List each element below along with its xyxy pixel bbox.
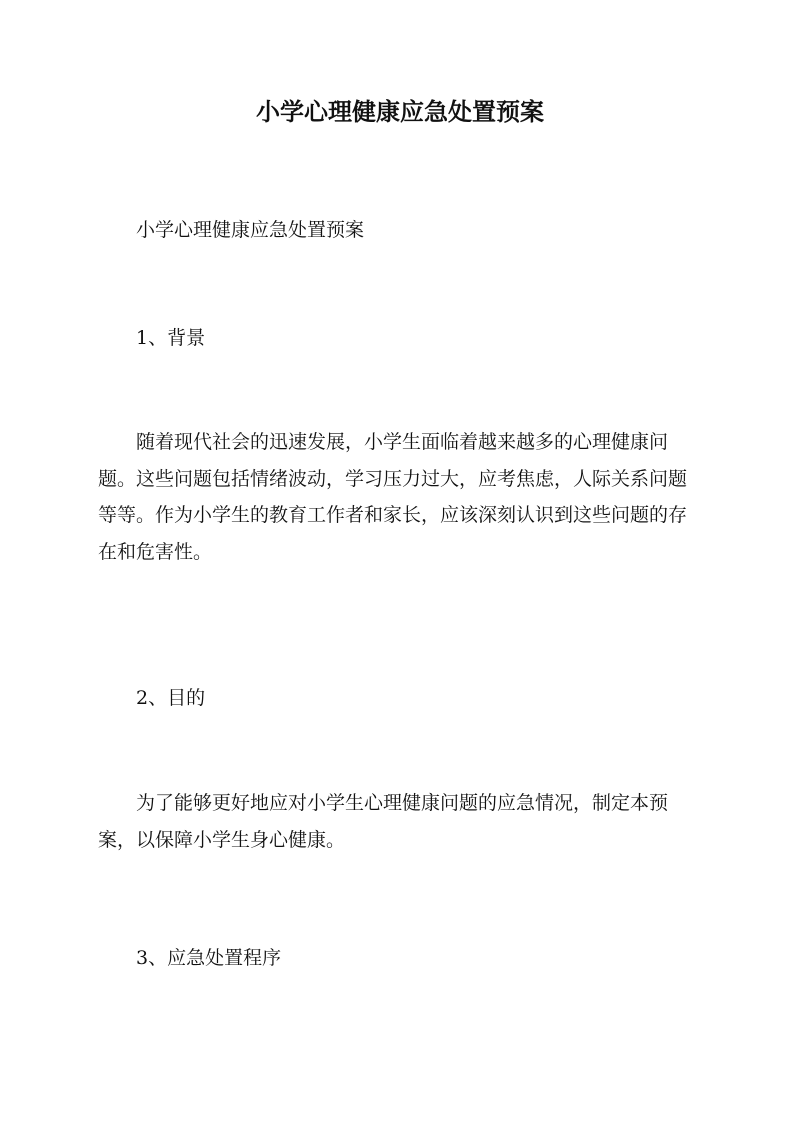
page-title: 小学心理健康应急处置预案 (256, 97, 544, 126)
paragraph-background: 随着现代社会的迅速发展，小学生面临着越来越多的心理健康问题。这些问题包括情绪波动，学习压力过大，应考焦虑，人际关系问题等等。作为小学生的教育工作者和家长，应该深刻认识到这些问题的存在和危害性。 (98, 431, 688, 563)
section-heading-background: 1、背景 (136, 327, 206, 349)
paragraph-purpose: 为了能够更好地应对小学生心理健康问题的应急情况，制定本预案，以保障小学生身心健康。 (98, 792, 669, 851)
section-heading-purpose: 2、目的 (136, 687, 206, 709)
section-heading-procedure: 3、应急处置程序 (136, 947, 282, 969)
document-subtitle: 小学心理健康应急处置预案 (136, 219, 365, 241)
